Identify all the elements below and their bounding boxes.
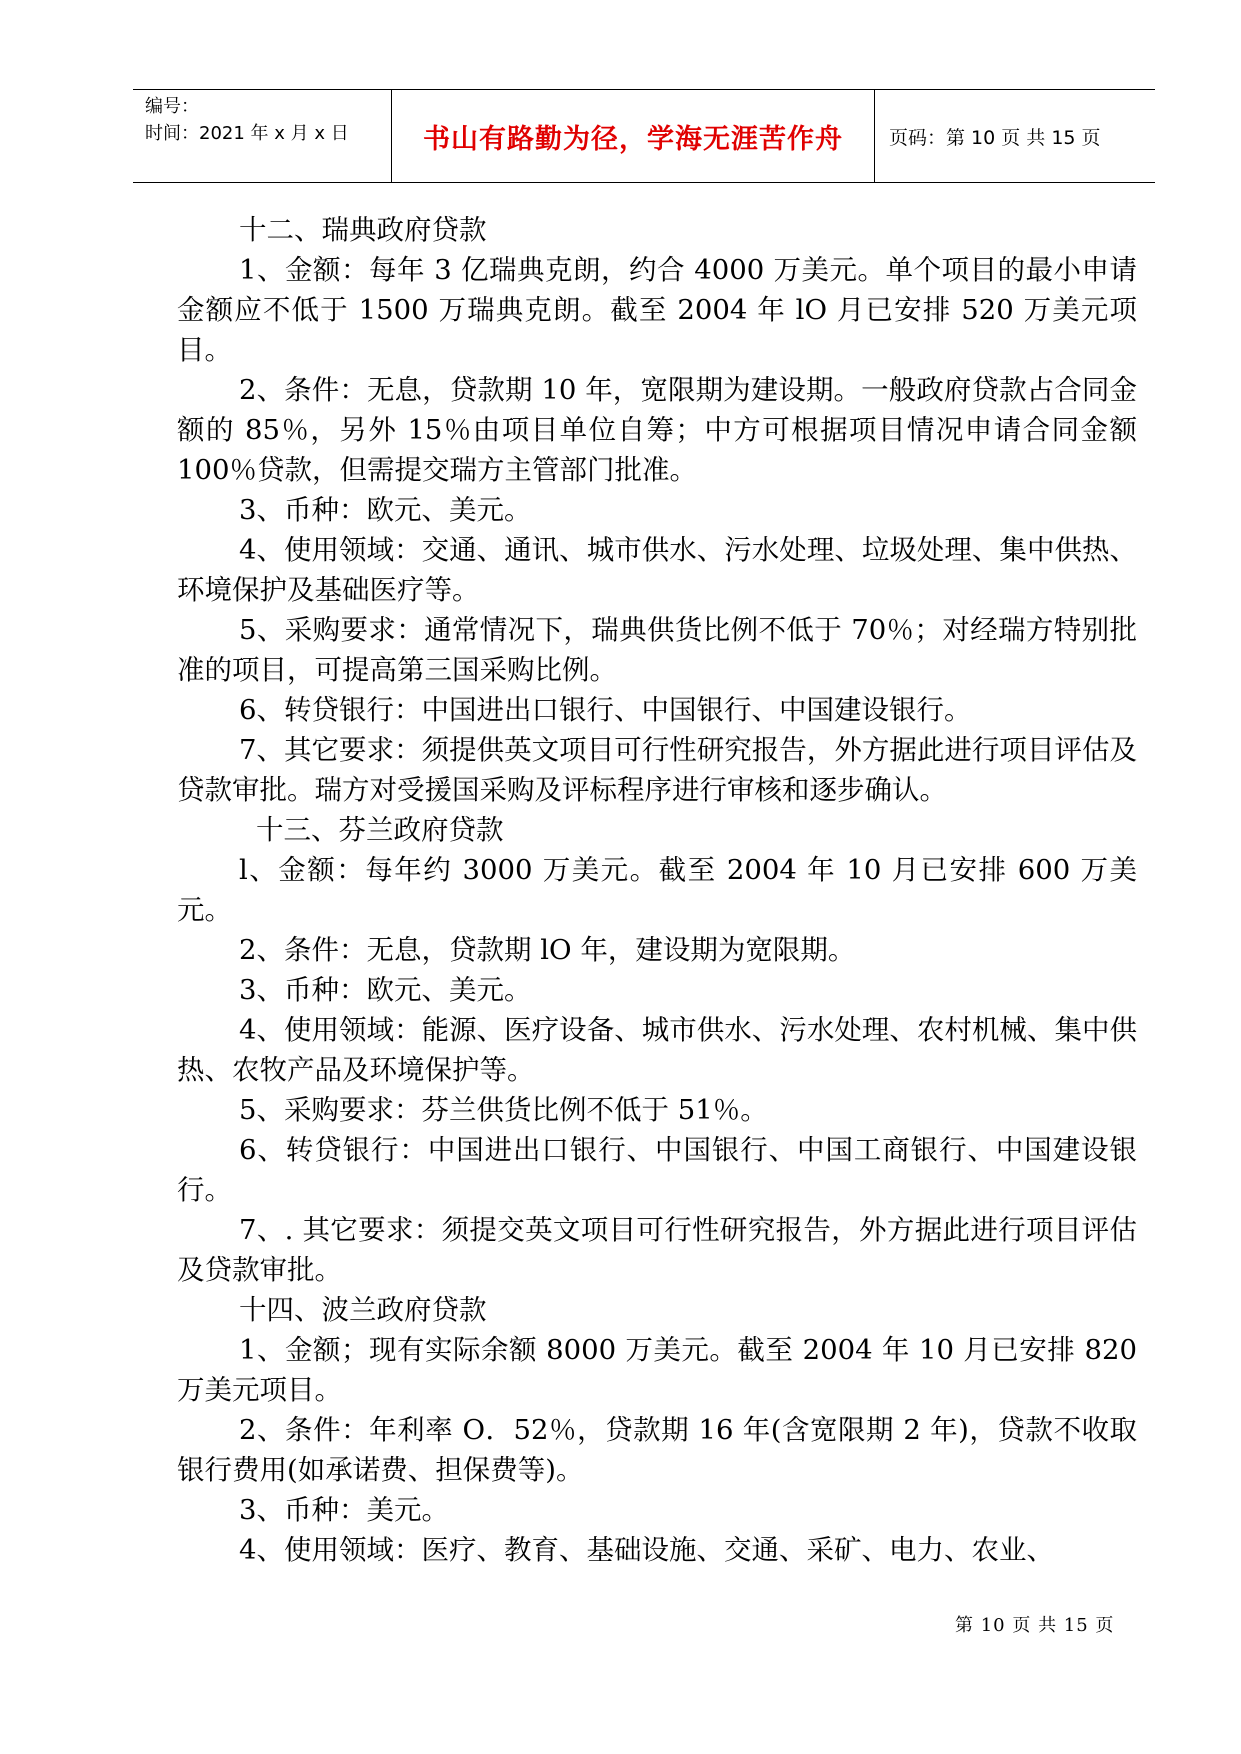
paragraph: 2、条件：无息，贷款期 lO 年，建设期为宽限期。: [239, 934, 856, 966]
document-header: [133, 89, 1155, 183]
paragraph: 7、其它要求：须提供英文项目可行性研究报告，外方据此进行项目评估及贷款审批。瑞方对受援国采购及评标程序进行审核和逐步确认。: [177, 734, 1137, 806]
paragraph: 4、使用领域：能源、医疗设备、城市供水、污水处理、农村机械、集中供热、农牧产品及环境保护等。: [177, 1014, 1137, 1086]
document-time-label: 时间：2021 年 x 月 x 日: [145, 123, 349, 144]
header-meta: [133, 90, 392, 182]
paragraph: 3、币种：美元。: [239, 1494, 449, 1526]
paragraph: 4、使用领域：医疗、教育、基础设施、交通、采矿、电力、农业、: [239, 1534, 1054, 1566]
paragraph: 2、条件：年利率 O．52％，贷款期 16 年(含宽限期 2 年)，贷款不收取银行费用(如承诺费、担保费等)。: [177, 1414, 1137, 1486]
page-footer: 第 10 页 共 15 页: [955, 1615, 1115, 1636]
header-motto: 书山有路勤为径，学海无涯苦作舟: [392, 90, 875, 182]
document-number-label: 编号：: [145, 96, 199, 117]
header-page-number: 页码：第 10 页 共 15 页: [889, 126, 1101, 149]
paragraph: 4、使用领域：交通、通讯、城市供水、污水处理、垃圾处理、集中供热、环境保护及基础医疗等。: [177, 534, 1137, 606]
paragraph: 6、转贷银行：中国进出口银行、中国银行、中国建设银行。: [239, 694, 972, 726]
paragraph: l、金额：每年约 3000 万美元。截至 2004 年 10 月已安排 600 万美元。: [177, 854, 1137, 926]
paragraph: 1、金额；现有实际余额 8000 万美元。截至 2004 年 10 月已安排 820 万美元项目。: [177, 1334, 1137, 1406]
paragraph: 2、条件：无息，贷款期 10 年，宽限期为建设期。一般政府贷款占合同金额的 85％，另外 15％由项目单位自筹；中方可根据项目情况申请合同金额 100％贷款，但需提交瑞方主管部门批准。: [177, 374, 1137, 486]
paragraph: 6、转贷银行：中国进出口银行、中国银行、中国工商银行、中国建设银行。: [177, 1134, 1137, 1206]
paragraph: 5、采购要求：芬兰供货比例不低于 51％。: [239, 1094, 768, 1126]
paragraph: 7、. 其它要求：须提交英文项目可行性研究报告，外方据此进行项目评估及贷款审批。: [177, 1214, 1137, 1286]
paragraph: 5、采购要求：通常情况下，瑞典供货比例不低于 70％；对经瑞方特别批准的项目，可提高第三国采购比例。: [177, 614, 1137, 686]
section-heading: 十四、波兰政府贷款: [239, 1294, 487, 1326]
paragraph: 1、金额：每年 3 亿瑞典克朗，约合 4000 万美元。单个项目的最小申请金额应不低于 1500 万瑞典克朗。截至 2004 年 lO 月已安排 520 万美元项目。: [177, 254, 1137, 366]
document-body: [177, 210, 1137, 1570]
section-heading: 十三、芬兰政府贷款: [256, 814, 504, 846]
paragraph: 3、币种：欧元、美元。: [239, 974, 532, 1006]
section-heading: 十二、瑞典政府贷款: [239, 214, 487, 246]
paragraph: 3、币种：欧元、美元。: [239, 494, 532, 526]
